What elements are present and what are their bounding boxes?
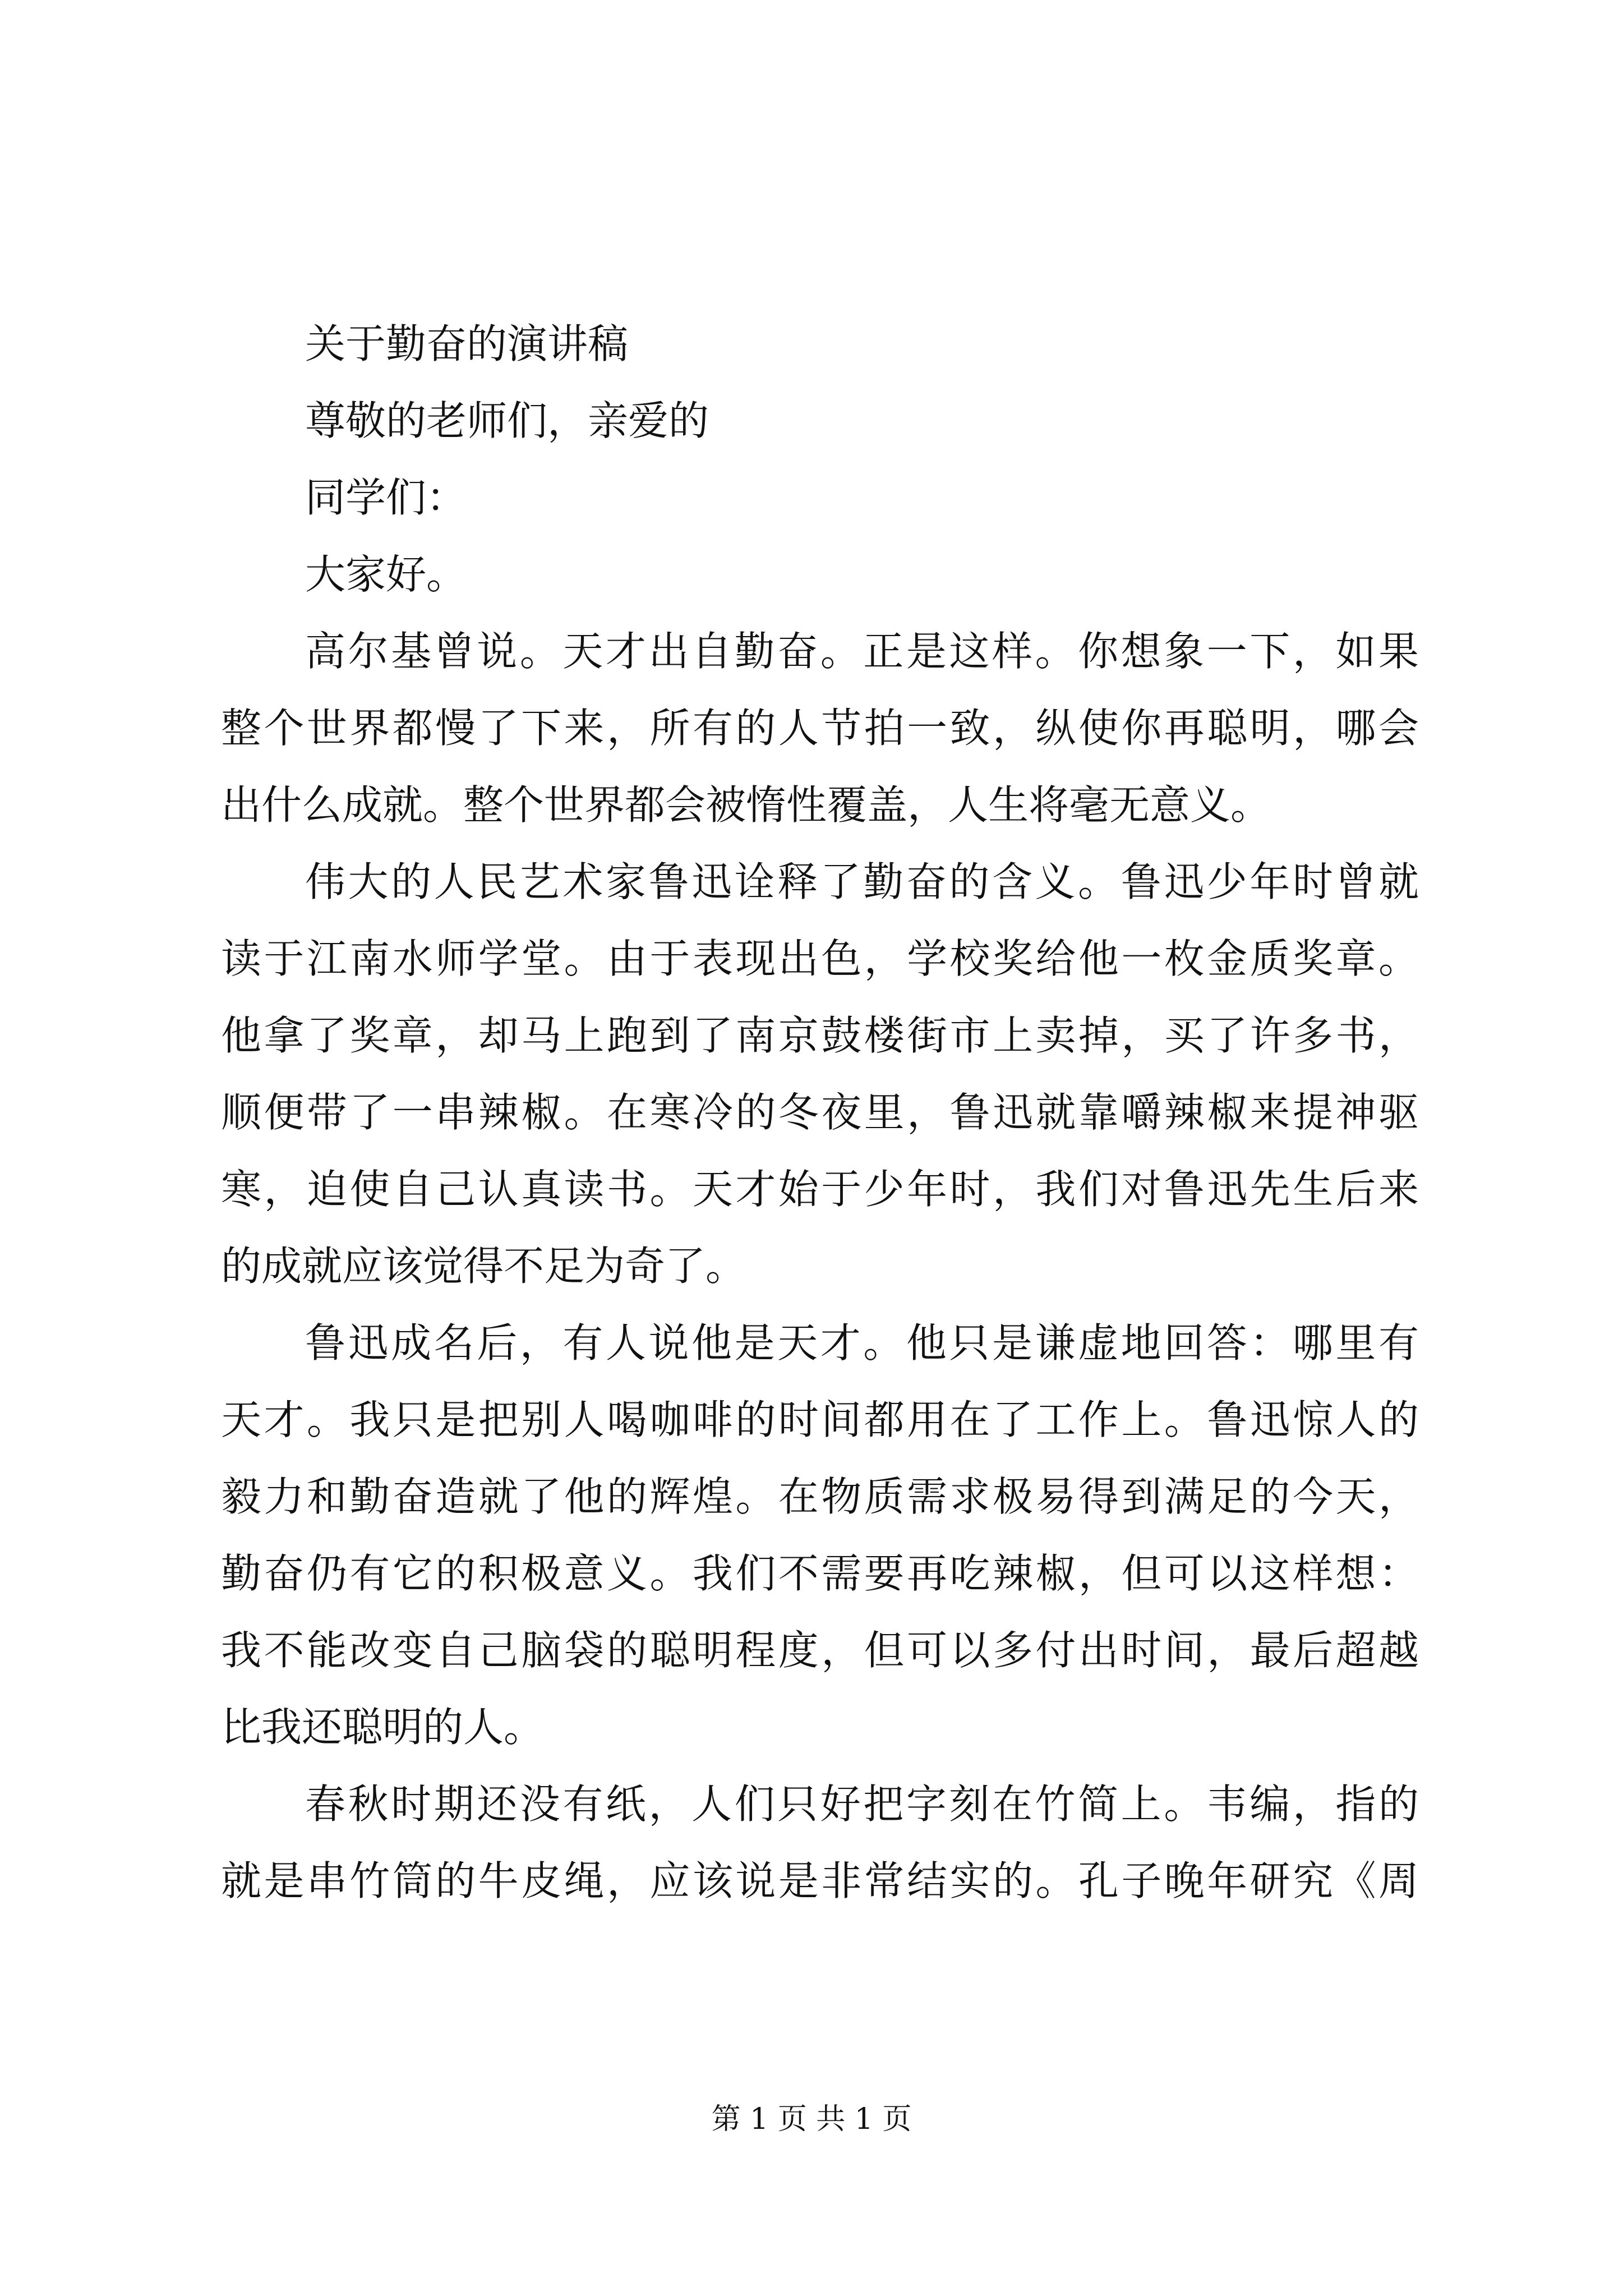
- paragraph-2-line-4: 顺便带了一串辣椒。在寒冷的冬夜里，鲁迅就靠嚼辣椒来提神驱: [221, 1089, 1419, 1136]
- document-body: [221, 306, 1419, 1920]
- paragraph-2-line-1: 伟大的人民艺术家鲁迅诠释了勤奋的含义。鲁迅少年时曾就: [305, 858, 1419, 905]
- paragraph-3-line-5: 我不能改变自己脑袋的聪明程度，但可以多付出时间，最后超越: [221, 1627, 1419, 1674]
- paragraph-1-line-1: 高尔基曾说。天才出自勤奋。正是这样。你想象一下，如果: [305, 628, 1419, 675]
- paragraph-2-line-3: 他拿了奖章，却马上跑到了南京鼓楼街市上卖掉，买了许多书，: [221, 1012, 1419, 1059]
- paragraph-2-line-2: 读于江南水师学堂。由于表现出色，学校奖给他一枚金质奖章。: [221, 935, 1419, 982]
- paragraph-3-line-3: 毅力和勤奋造就了他的辉煌。在物质需求极易得到满足的今天，: [221, 1473, 1419, 1520]
- paragraph-3-line-4: 勤奋仍有它的积极意义。我们不需要再吃辣椒，但可以这样想：: [221, 1550, 1419, 1597]
- salutation-line-2: 同学们：: [305, 474, 467, 521]
- paragraph-1-line-2: 整个世界都慢了下来，所有的人节拍一致，纵使你再聪明，哪会: [221, 705, 1419, 752]
- greeting-line: 大家好。: [305, 551, 467, 598]
- paragraph-3-line-2: 天才。我只是把别人喝咖啡的时间都用在了工作上。鲁迅惊人的: [221, 1396, 1419, 1443]
- salutation-line-1: 尊敬的老师们，亲爱的: [305, 397, 709, 444]
- paragraph-2-line-5: 寒，迫使自己认真读书。天才始于少年时，我们对鲁迅先生后来: [221, 1166, 1419, 1213]
- paragraph-3-line-1: 鲁迅成名后，有人说他是天才。他只是谦虚地回答：哪里有: [305, 1319, 1419, 1366]
- paragraph-4-line-1: 春秋时期还没有纸，人们只好把字刻在竹简上。韦编，指的: [305, 1780, 1419, 1828]
- document-title: 关于勤奋的演讲稿: [305, 320, 629, 367]
- page-footer: 第 1 页 共 1 页: [711, 2102, 912, 2136]
- paragraph-1-line-3: 出什么成就。整个世界都会被惰性覆盖，人生将毫无意义。: [221, 781, 1271, 829]
- paragraph-4-line-2: 就是串竹筒的牛皮绳，应该说是非常结实的。孔子晚年研究《周: [221, 1857, 1419, 1904]
- paragraph-2-line-6: 的成就应该觉得不足为奇了。: [221, 1243, 746, 1290]
- paragraph-3-line-6: 比我还聪明的人。: [221, 1704, 545, 1751]
